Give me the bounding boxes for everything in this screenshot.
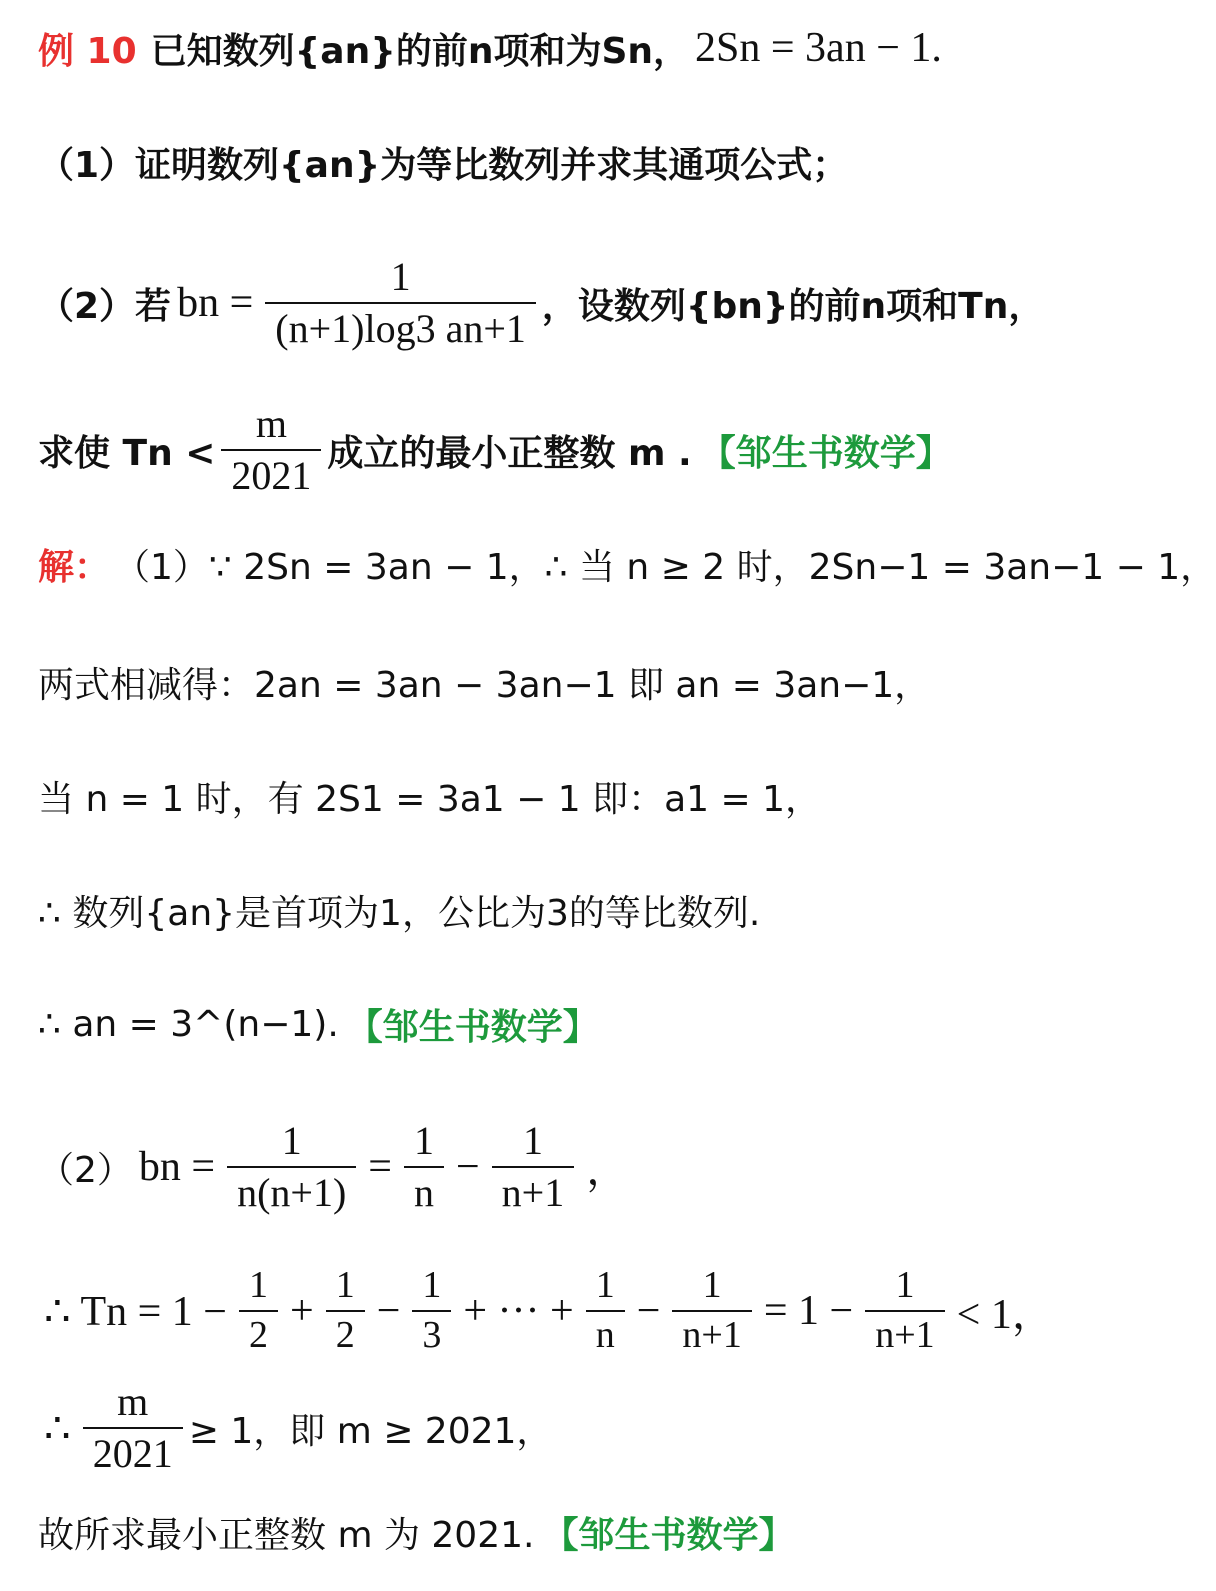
tn-fraction-3-num: 1 bbox=[422, 1264, 442, 1307]
solution-part2-bn bbox=[38, 1112, 1060, 1222]
tn-fraction-5-num: 1 bbox=[702, 1264, 722, 1307]
solution-label: 解： bbox=[38, 546, 111, 588]
bn-fraction-1-num: 1 bbox=[281, 1118, 302, 1163]
solution-line-3-text: 当 n = 1 时，有 2S1 = 3a1 − 1 即：a1 = 1， bbox=[38, 778, 822, 820]
solution-line-5 bbox=[38, 992, 1060, 1056]
brand-tag-3: 【邹生书数学】 bbox=[542, 1514, 795, 1556]
tn-fraction-4 bbox=[586, 1266, 625, 1356]
part2-ask-fraction bbox=[221, 403, 321, 497]
part2-ask-prefix: 求使 Tn < bbox=[38, 432, 216, 474]
tn-fraction-1 bbox=[239, 1266, 278, 1356]
solution-final bbox=[38, 1500, 1060, 1564]
part2-lhs: bn = bbox=[177, 280, 254, 326]
tn-fraction-1-num: 1 bbox=[249, 1264, 268, 1307]
tn-fraction-1-den: 2 bbox=[239, 1310, 278, 1356]
bn-equals: = bbox=[368, 1144, 392, 1190]
solution-final-text: 故所求最小正整数 m 为 2021. bbox=[38, 1514, 535, 1556]
solution-line-4 bbox=[38, 878, 1060, 942]
tn-end: < 1， bbox=[956, 1292, 1054, 1338]
m-suffix: ≥ 1，即 m ≥ 2021， bbox=[188, 1410, 553, 1452]
problem-stem-text: 已知数列{an}的前n项和为Sn， bbox=[150, 30, 690, 72]
bn-fraction-1 bbox=[227, 1120, 356, 1214]
tn-fraction-6-den: n+1 bbox=[865, 1310, 944, 1356]
bn-fraction-2-den: n bbox=[404, 1166, 444, 1214]
bn-fraction-2-num: 1 bbox=[413, 1118, 434, 1163]
m-fraction-den: 2021 bbox=[83, 1427, 183, 1475]
tn-fraction-2 bbox=[326, 1266, 365, 1356]
tn-minus-2: − bbox=[376, 1288, 401, 1334]
tn-plus-1: + bbox=[290, 1288, 314, 1334]
bn-fraction-1-den: n(n+1) bbox=[227, 1166, 356, 1214]
tn-equals: = 1 − bbox=[763, 1288, 854, 1334]
m-fraction-num: m bbox=[117, 1379, 149, 1424]
bn-fraction-3 bbox=[492, 1120, 575, 1214]
bn-fraction-3-num: 1 bbox=[522, 1118, 543, 1163]
tn-fraction-3 bbox=[412, 1266, 451, 1356]
tn-dots: + ··· + bbox=[463, 1288, 574, 1334]
tn-fraction-6 bbox=[865, 1266, 944, 1356]
tn-minus-4: − bbox=[636, 1288, 661, 1334]
part2-suffix: ，设数列{bn}的前n项和Tn， bbox=[541, 285, 1045, 327]
tn-fraction-3-den: 3 bbox=[412, 1310, 451, 1356]
part2-prefix: （2）若 bbox=[38, 285, 172, 327]
brand-tag-1: 【邹生书数学】 bbox=[699, 432, 952, 474]
part2-ask-den: 2021 bbox=[221, 449, 321, 497]
solution-line-3 bbox=[38, 764, 1060, 828]
part2-fraction-den: (n+1)log3 an+1 bbox=[265, 302, 536, 350]
solution-tn bbox=[38, 1256, 1060, 1366]
solution-m bbox=[38, 1378, 1060, 1478]
part2-fraction bbox=[265, 256, 536, 350]
solution-line-2 bbox=[38, 650, 1060, 714]
tn-fraction-2-den: 2 bbox=[326, 1310, 365, 1356]
bn-minus: − bbox=[455, 1144, 480, 1190]
solution-line-2-text: 两式相减得：2an = 3an − 3an−1 即 an = 3an−1， bbox=[38, 664, 931, 706]
tn-fraction-5-den: n+1 bbox=[672, 1310, 751, 1356]
part2-fraction-num: 1 bbox=[390, 254, 411, 299]
solution-line-1 bbox=[38, 532, 1216, 596]
problem-stem-formula: 2Sn = 3an − 1. bbox=[695, 25, 942, 71]
m-fraction bbox=[83, 1381, 183, 1475]
solution-part2-lhs: bn = bbox=[138, 1144, 216, 1190]
part1-line bbox=[38, 132, 1060, 192]
solution-part2-prefix: （2） bbox=[38, 1149, 133, 1191]
problem-stem bbox=[38, 18, 1060, 78]
tn-fraction-2-num: 1 bbox=[335, 1264, 355, 1307]
tn-fraction-4-num: 1 bbox=[595, 1264, 615, 1307]
part2-ask-num: m bbox=[255, 401, 287, 446]
part2-line bbox=[38, 248, 1060, 358]
tn-fraction-6-num: 1 bbox=[895, 1264, 915, 1307]
tn-fraction-4-den: n bbox=[586, 1310, 625, 1356]
tn-prefix: ∴ Tn = 1 − bbox=[44, 1289, 227, 1335]
part2-ask-line bbox=[38, 400, 1060, 500]
solution-line-5-text: ∴ an = 3^(n−1). bbox=[38, 1003, 339, 1045]
tn-fraction-5 bbox=[672, 1266, 751, 1356]
part2-ask-suffix: 成立的最小正整数 m . bbox=[327, 432, 692, 474]
bn-end: ， bbox=[586, 1148, 629, 1194]
part1-text: （1）证明数列{an}为等比数列并求其通项公式； bbox=[38, 144, 849, 186]
solution-line-1-text: （1）∵ 2Sn = 3an − 1，∴ 当 n ≥ 2 时，2Sn−1 = 3an−1 − 1， bbox=[114, 546, 1216, 588]
brand-tag-2: 【邹生书数学】 bbox=[346, 1006, 599, 1048]
m-prefix: ∴ bbox=[44, 1406, 71, 1452]
solution-line-4-text: ∴ 数列{an}是首项为1，公比为3的等比数列. bbox=[38, 892, 761, 934]
bn-fraction-2 bbox=[404, 1120, 444, 1214]
problem-label: 例 10 bbox=[38, 30, 137, 72]
bn-fraction-3-den: n+1 bbox=[492, 1166, 575, 1214]
